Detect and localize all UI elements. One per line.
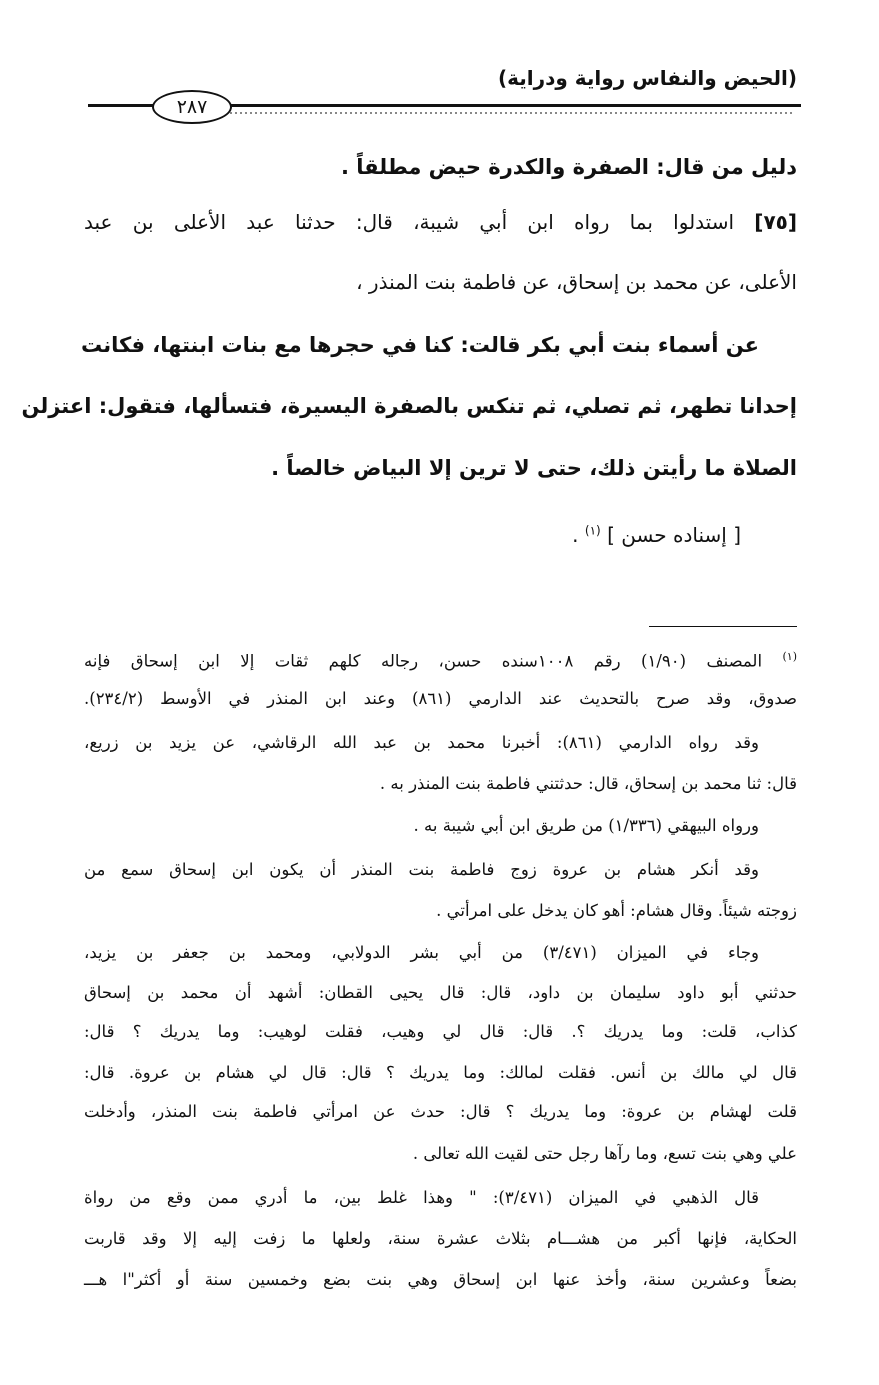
- footnote-line: صدوق، وقد صرح بالتحديث عند الدارمي (٨٦١) وعند ابن المنذر في الأوسط (٢٣٤/٢).: [84, 689, 797, 708]
- footnote-line: ورواه البيهقي (١/٣٣٦) من طريق ابن أبي شيبة به .: [413, 816, 759, 835]
- isnad-text-1: استدلوا بما رواه ابن أبي شيبة، قال: حدثنا عبد الأعلى بن عبد: [84, 210, 755, 234]
- footnote-line: وقد أنكر هشام بن عروة زوج فاطمة بنت المنذر أن يكون ابن إسحاق سمع من: [84, 860, 759, 879]
- hadith-number: [٧٥]: [754, 210, 797, 234]
- matn-line-1: عن أسماء بنت أبي بكر قالت: كنا في حجرها مع بنات ابنتها، فكانت: [80, 333, 759, 357]
- footnote-line: قلت لهشام بن عروة: وما يدريك ؟ قال: حدث عن امرأتي فاطمة بنت المنذر، وأدخلت: [84, 1102, 797, 1121]
- grade-text: [ إسناده حسن ]: [607, 523, 741, 547]
- section-heading: دليل من قال: الصفرة والكدرة حيض مطلقاً .: [341, 155, 797, 179]
- isnad-grade: [572, 523, 741, 547]
- isnad-line-1: [84, 210, 797, 234]
- footnote-line: كذاب، قلت: وما يدريك ؟. قال: قال لي وهيب، فقلت لوهيب: وما يدريك ؟ قال:: [84, 1022, 797, 1041]
- footnote-line: علي وهي بنت تسع، وما رآها رجل حتى لقيت الله تعالى .: [412, 1144, 797, 1163]
- footnote-line: قال: ثنا محمد بن إسحاق، قال: حدثتني فاطمة بنت المنذر به .: [379, 774, 797, 793]
- grade-end: .: [572, 523, 585, 547]
- footnote-marker: (١): [782, 650, 797, 663]
- header-ornament: [230, 112, 793, 114]
- footnote-line: وقد رواه الدارمي (٨٦١): أخبرنا محمد بن عبد الله الرقاشي، عن يزيد بن زريع،: [84, 733, 759, 752]
- footnote-line: [84, 650, 797, 671]
- running-header: (الحيض والنفاس رواية ودراية): [497, 66, 797, 90]
- footnote-line: الحكاية، فإنها أكبر من هشـــام بثلاث عشرة سنة، ولعلها ما زفت إليه إلا وقد قاربت: [84, 1229, 797, 1248]
- footnote-line: حدثني أبو داود سليمان بن داود، قال: قال يحيى القطان: أشهد أن محمد بن إسحاق: [84, 983, 797, 1002]
- matn-line-2: إحدانا تطهر، ثم تصلي، ثم تنكس بالصفرة اليسيرة، فتسألها، فتقول: اعتزلن: [21, 394, 797, 418]
- footnote-line: قال لي مالك بن أنس. فقلت لمالك: وما يدريك ؟ قال: قال لي هشام بن عروة. قال:: [84, 1063, 797, 1082]
- footnote-line: وجاء في الميزان (٣/٤٧١) من أبي بشر الدولابي، ومحمد بن جعفر بن يزيد،: [84, 943, 759, 962]
- matn-line-3: الصلاة ما رأيتن ذلك، حتى لا ترين إلا البياض خالصاً .: [271, 456, 797, 480]
- footnote-line: زوجته شيئاً. وقال هشام: أهو كان يدخل على امرأتي .: [436, 901, 797, 920]
- footnote-text: المصنف (١/٩٠) رقم ١٠٠٨سنده حسن، رجاله كلهم ثقات إلا ابن إسحاق فإنه: [84, 651, 783, 671]
- footnote-separator: [649, 626, 797, 627]
- page-number: ٢٨٧: [152, 90, 232, 124]
- footnote-ref: (١): [584, 523, 601, 538]
- footnote-line: قال الذهبي في الميزان (٣/٤٧١): " وهذا غلط بين، ما أدري ممن وقع من رواة: [84, 1188, 759, 1207]
- footnote-line: بضعاً وعشرين سنة، وأخذ عنها ابن إسحاق وهي بنت بضع وخمسين سنة أو أكثر"ا هـــ: [84, 1270, 797, 1289]
- isnad-line-2: الأعلى، عن محمد بن إسحاق، عن فاطمة بنت المنذر ،: [356, 270, 797, 294]
